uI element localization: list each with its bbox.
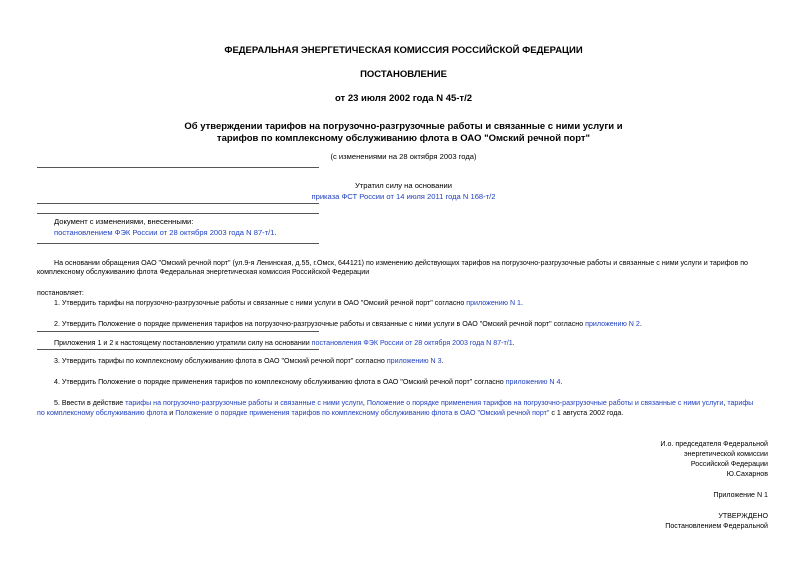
divider	[37, 213, 319, 214]
appendix-label: Приложение N 1	[713, 491, 768, 499]
item-5-line2: по комплексному обслуживанию флота и Положение о порядке применения тарифов по комплексному обслуживанию флота в ОАО "Омский речной порт" с 1 августа 2002 года.	[37, 409, 624, 417]
signature-title-1: И.о. председателя Федеральной	[660, 440, 768, 448]
changes-decree-link[interactable]: постановлением ФЭК России от 28 октября 2003 года N 87-т/1	[54, 228, 275, 237]
item-5-line1: 5. Ввести в действие тарифы на погрузочно-разгрузочные работы и связанные с ними услуги, Положение о порядке применения тарифов на погрузочно-разгрузочные работы и связанные с ними услуги, тарифы	[54, 399, 754, 407]
tariffs-fleet-link-cont[interactable]: по комплексному обслуживанию флота	[37, 409, 168, 417]
appendix-3-link[interactable]: приложению N 3	[386, 357, 442, 365]
divider	[37, 349, 319, 350]
divider	[37, 167, 319, 168]
changes-line: постановлением ФЭК России от 28 октября 2003 года N 87-т/1.	[54, 228, 277, 237]
repeal-order-link[interactable]: приказа ФСТ России от 14 июля 2011 года N 168-т/2	[311, 192, 496, 201]
document-type: ПОСТАНОВЛЕНИЕ	[360, 69, 447, 80]
document-date-number: от 23 июля 2002 года N 45-т/2	[334, 93, 473, 104]
item-1: 1. Утвердить тарифы на погрузочно-разгрузочные работы и связанные с ними услуги в ОАО "Омский речной порт" согласно приложению N 1.	[54, 299, 523, 307]
item-4: 4. Утвердить Положение о порядке применения тарифов по комплексному обслуживанию флота в ОАО "Омский речной порт" согласно приложению N 4.	[54, 378, 563, 386]
postanovlyaet: постановляет:	[37, 289, 84, 297]
divider	[37, 243, 319, 244]
divider	[37, 331, 319, 332]
approved-by: Постановлением Федеральной	[665, 522, 768, 530]
repeal-decree-link[interactable]: постановления ФЭК России от 28 октября 2003 года N 87-т/1	[311, 339, 513, 347]
regulation-fleet-link[interactable]: Положение о порядке применения тарифов по комплексному обслуживанию флота в ОАО "Омский речной порт"	[175, 409, 550, 417]
appendix-4-link[interactable]: приложению N 4	[505, 378, 561, 386]
appendix-1-link[interactable]: приложению N 1	[466, 299, 521, 307]
preamble-line2: комплексному обслуживанию флота Федеральная энергетическая комиссия Российской Федерации	[37, 268, 370, 276]
appendix-2-link[interactable]: приложению N 2	[585, 320, 640, 328]
item-3: 3. Утвердить тарифы по комплексному обслуживанию флота в ОАО "Омский речной порт" согласно приложению N 3.	[54, 357, 444, 365]
agency-name: ФЕДЕРАЛЬНАЯ ЭНЕРГЕТИЧЕСКАЯ КОМИССИЯ РОССИЙСКОЙ ФЕДЕРАЦИИ	[224, 45, 583, 56]
changes-label: Документ с изменениями, внесенными:	[54, 217, 194, 226]
amendment-note: (с изменениями на 28 октября 2003 года)	[330, 152, 477, 161]
signature-title-3: Российской Федерации	[690, 460, 768, 468]
approved-label: УТВЕРЖДЕНО	[718, 512, 768, 520]
signatory-name: Ю.Сахарнов	[726, 470, 768, 478]
divider	[37, 203, 319, 204]
signature-title-2: энергетической комиссии	[683, 450, 768, 458]
regulation-loading-link[interactable]: Положение о порядке применения тарифов на погрузочно-разгрузочные работы и связанные с ними услуги	[366, 399, 724, 407]
item-2: 2. Утвердить Положение о порядке применения тарифов на погрузочно-разгрузочные работы и связанные с ними услуги в ОАО "Омский речной порт" согласно приложению N 2.	[54, 320, 642, 328]
tariffs-loading-link[interactable]: тарифы на погрузочно-разгрузочные работы и связанные с ними услуги	[125, 399, 363, 407]
repeal-note: Приложения 1 и 2 к настоящему постановлению утратили силу на основании постановления ФЭК России от 28 октября 2003 года N 87-т/1.	[54, 339, 515, 347]
preamble-line1: На основании обращения ОАО "Омский речной порт" (ул.9-я Ленинская, д.55, г.Омск, 644121) по изменению действующих тарифов на погрузочно-разгрузочные работы и связанные с ними услуги и тарифов по	[54, 259, 748, 267]
tariffs-fleet-link[interactable]: тарифы	[727, 399, 754, 407]
repeal-label: Утратил силу на основании	[354, 181, 453, 190]
document-title-line2: тарифов по комплексному обслуживанию флота в ОАО "Омский речной порт"	[216, 133, 591, 144]
document-title-line1: Об утверждении тарифов на погрузочно-разгрузочные работы и связанные с ними услуги и	[184, 121, 623, 132]
